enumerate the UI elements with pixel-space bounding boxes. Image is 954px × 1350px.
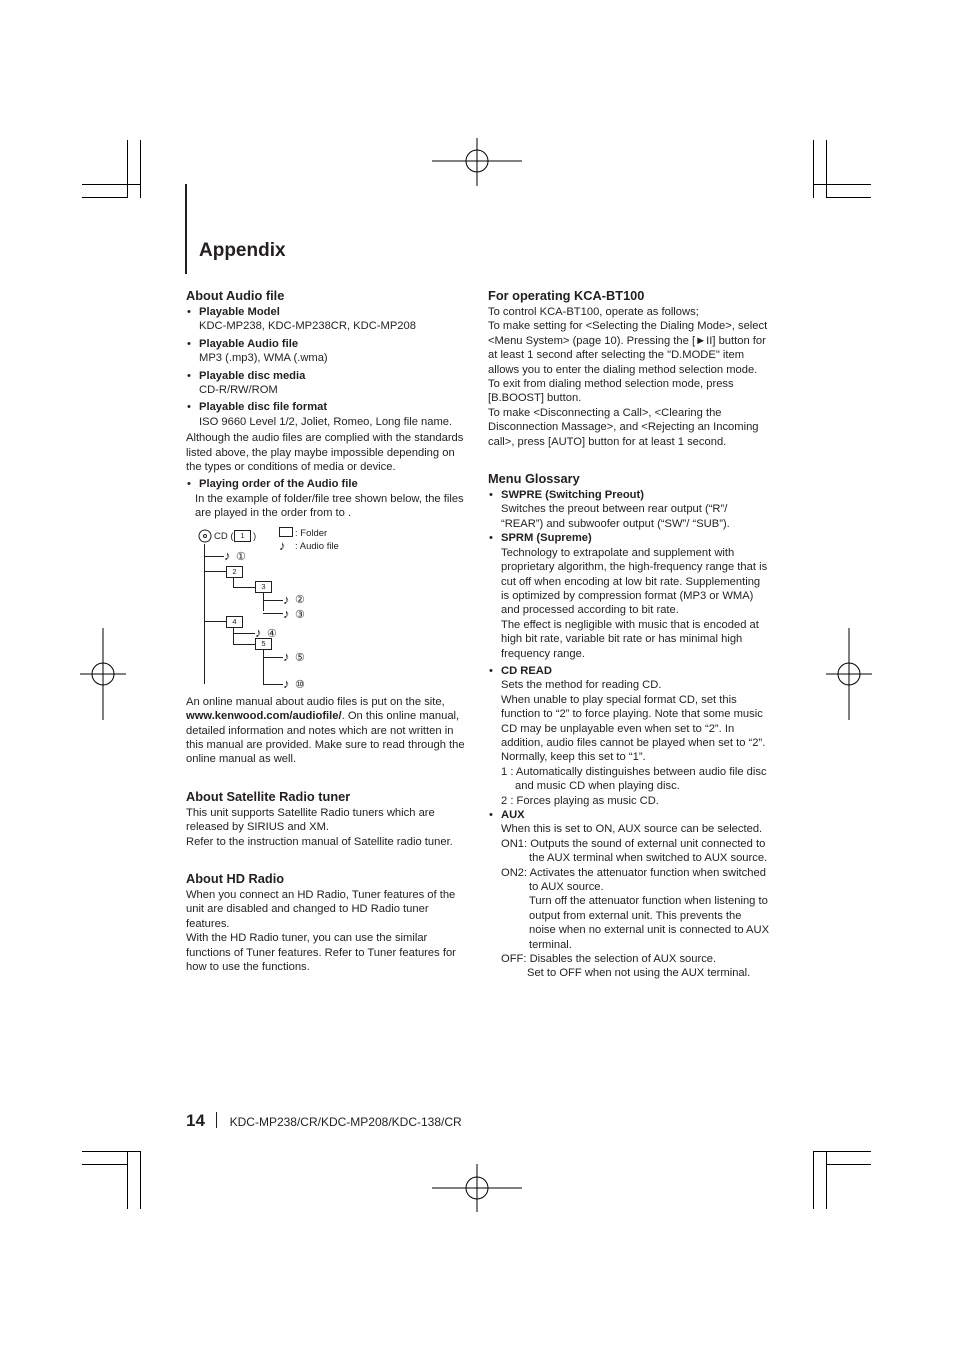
right-column: For operating KCA-BT100 To control KCA-BT100, operate as follows; To make setting for <Selecting the Dialing Mode>, select <Menu System> (page 10). Pressing the [►II] button for at least 1 second after selecting the "D.MODE" item allows you to enter the dialing method selection mode. To exit from dialing method selection mode, press [B.BOOST] button. To make <Disconnecting a Call>, <Clearing the Disconnection Massage>, and <Rejecting an Incoming call>, press [AUTO] button for at least 1 second. Menu Glossary • SWPRE (Switching Preout) Switches the preout between rear output (“R”/ “REAR”) and subwoofer output (“SW”/ “SUB”). • SPRM (Supreme) Technology to extrapolate and supplement with proprietary algorithm, the high-frequency range that is cut off when encoding at low bit rate. Supplementing is optimized by compression format (MP3 or WMA) and processed according to bit rate. The effect is negligible with music that is encoded at high bit rate, variable bit rate or has minimal high frequency range. • CD READ Sets the method for reading CD. When unable to play special format CD, set this function to “2” to force playing. Note that some music CD may be unplayable even when set to “2”. In addition, audio files cannot be played when set to “2”. Normally, keep this set to “1”. 1 : Automatically distinguishes between audio file disc and music CD when playing disc. 2 : Forces playing as music CD. • AUX When this is set to ON, AUX source can be selected. ON1: Outputs the sound of external unit connected to the AUX terminal when switched to AUX source. ON2: Activates the attenuator function when switched to AUX source. Turn off the attenuator function when listening to output from external unit. This prevents the noise when no external unit is connected to AUX terminal. OFF: Disables the selection of AUX source. Set to OFF when not using the AUX terminal. <box>488 288 770 980</box>
folder-icon: 3 <box>255 581 272 593</box>
folder-icon: 1 <box>234 530 251 542</box>
folder-icon: 5 <box>255 638 272 650</box>
list-item: • Playable disc file format <box>187 401 328 414</box>
music-note-icon: ♪ <box>283 591 290 607</box>
list-item: • Playable Model <box>187 306 280 318</box>
left-column: About Audio file • Playable Model KDC-MP238, KDC-MP238CR, KDC-MP208 • Playable Audio file MP3 (.mp3), WMA (.wma) • Playable disc media CD-R/RW/ROM • Playable disc file format ISO 9660 Level 1/2, Joliet, Romeo, Long file name. Although the audio files are complied with the standards listed above, the play maybe impossible depending on the types or conditions of media or device. • Playing order of the Audio file In the example of folder/file tree shown below, the files are played in the order from to . CD ( 1 ) : Folder ♪ : Audio file ♪ ① 2 3 ♪ ② ♪ ③ 4 ♪ ④ 5 ♪ ⑤ ♪ ⑩ An online manual about audio files is put on the site, www.kenwood.com/audiofile/. On this online manual, detailed information and notes which are not written in this manual are provided. Make sure to read through the online manual as well. About Satellite Radio tuner This unit supports Satellite Radio tuners which are released by SIRIUS and XM. Refer to the instruction manual of Satellite radio tuner. About HD Radio When you connect an HD Radio, Tuner features of the unit are disabled and changed to HD Radio tuner features. With the HD Radio tuner, you can use the similar functions of Tuner features. Refer to Tuner features for how to use the functions. <box>186 288 468 974</box>
music-note-icon: ♪ <box>283 648 290 664</box>
folder-icon <box>279 527 293 537</box>
kca-heading: For operating KCA-BT100 <box>488 288 645 303</box>
compliance-paragraph: Although the audio files are complied with the standards listed above, the play maybe impossible depending on the types or conditions of media or device. <box>186 432 464 474</box>
list-item: • Playable Audio file <box>187 337 299 350</box>
registration-mark-bottom <box>432 1164 522 1212</box>
model-line: KDC-MP238/CR/KDC-MP208/KDC-138/CR <box>229 1115 462 1129</box>
list-item: • SWPRE (Switching Preout) <box>489 489 644 502</box>
registration-mark-left <box>80 628 126 720</box>
music-note-icon: ♪ <box>224 547 231 563</box>
folder-icon: 4 <box>226 616 243 628</box>
cd-icon <box>198 529 212 543</box>
music-note-icon: ♪ <box>279 537 286 553</box>
page-number: 14 <box>186 1111 205 1130</box>
satellite-heading: About Satellite Radio tuner <box>186 788 351 804</box>
audiofile-link[interactable]: www.kenwood.com/audiofile/ <box>186 710 342 723</box>
folder-tree-diagram: CD ( 1 ) : Folder ♪ : Audio file ♪ ① 2 3 ♪ ② ♪ ③ 4 ♪ ④ 5 ♪ ⑤ ♪ ⑩ <box>186 529 366 689</box>
page-title: Appendix <box>199 240 286 261</box>
menu-glossary-heading: Menu Glossary <box>488 471 580 487</box>
title-rule <box>185 184 187 274</box>
audio-file-heading: About Audio file <box>186 288 285 303</box>
list-item: • Playable disc media <box>187 369 306 382</box>
folder-icon: 2 <box>226 566 243 578</box>
registration-mark-top <box>432 138 522 186</box>
list-item: • CD READ <box>489 664 552 677</box>
music-note-icon: ♪ <box>283 605 290 621</box>
list-item: • Playing order of the Audio file <box>187 478 358 491</box>
footer-divider <box>216 1112 217 1128</box>
list-item: • AUX <box>489 809 525 821</box>
online-manual-paragraph: An online manual about audio files is put on the site, www.kenwood.com/audiofile/. On this online manual, detailed information and notes which are not written in this manual are provided. Make sure to read through the online manual as well. <box>186 695 465 766</box>
hd-radio-heading: About HD Radio <box>186 870 285 886</box>
music-note-icon: ♪ <box>255 624 262 640</box>
list-item: • SPRM (Supreme) <box>489 532 592 545</box>
registration-mark-right <box>826 628 872 720</box>
page-footer <box>186 1111 462 1131</box>
music-note-icon: ♪ <box>283 675 290 691</box>
